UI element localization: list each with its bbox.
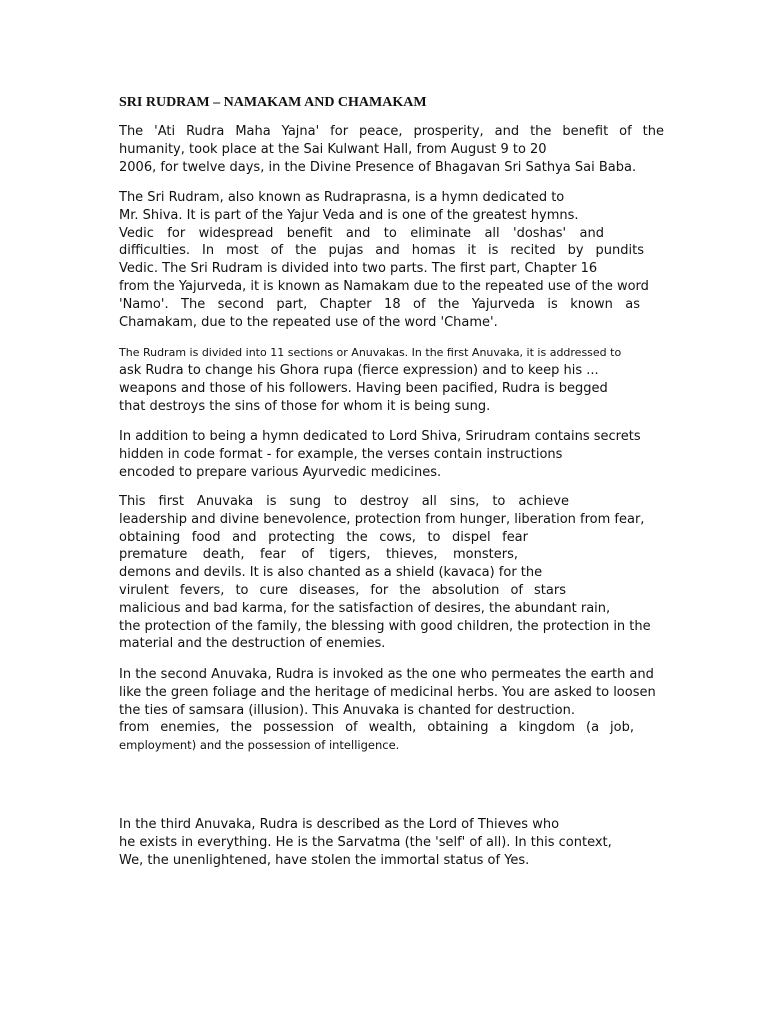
paragraph-3 (119, 343, 621, 415)
paragraph-5 (119, 493, 651, 653)
text-line: humanity, took place at the Sai Kulwant Hall, from August 9 to 20 (119, 141, 547, 157)
text-line: encoded to prepare various Ayurvedic medicines. (119, 464, 442, 480)
text-line: 2006, for twelve days, in the Divine Presence of Bhagavan Sri Sathya Sai Baba. (119, 159, 637, 175)
text-line: material and the destruction of enemies. (119, 636, 386, 652)
text-line: Vedic. The Sri Rudram is divided into two parts. The first part, Chapter 16 (119, 261, 598, 277)
text-line: The 'Ati Rudra Maha Yajna' for peace, prosperity, and the benefit of the (119, 124, 664, 139)
text-line: employment) and the possession of intelligence. (119, 738, 400, 753)
text-line: hidden in code format - for example, the verses contain instructions (119, 446, 563, 462)
text-line: demons and devils. It is also chanted as a shield (kavaca) for the (119, 565, 543, 581)
text-line: The Sri Rudram, also known as Rudraprasna, is a hymn dedicated to (119, 190, 565, 205)
text-line: The Rudram is divided into 11 sections or Anuvakas. In the first Anuvaka, it is addressed to (119, 346, 622, 359)
text-line: virulent fevers, to cure diseases, for the absolution of stars (119, 582, 566, 598)
text-line: We, the unenlightened, have stolen the immortal status of Yes. (119, 852, 530, 868)
paragraph-4 (119, 428, 641, 481)
text-line: leadership and divine benevolence, protection from hunger, liberation from fear, (119, 511, 645, 527)
text-line: Vedic for widespread benefit and to eliminate all 'doshas' and (119, 225, 604, 241)
text-line: This first Anuvaka is sung to destroy all sins, to achieve (119, 494, 569, 509)
text-line: In addition to being a hymn dedicated to Lord Shiva, Srirudram contains secrets (119, 429, 641, 444)
text-line: difficulties. In most of the pujas and homas it is recited by pundits (119, 243, 644, 259)
text-line: the protection of the family, the blessing with good children, the protection in the (119, 618, 651, 634)
text-line: from enemies, the possession of wealth, obtaining a kingdom (a job, (119, 720, 634, 736)
page-title: SRI RUDRAM – NAMAKAM AND CHAMAKAM (119, 95, 427, 110)
text-line: premature death, fear of tigers, thieves, monsters, (119, 547, 518, 563)
text-line: he exists in everything. He is the Sarvatma (the 'self' of all). In this context, (119, 834, 612, 850)
paragraph-1 (119, 123, 664, 176)
text-line: Mr. Shiva. It is part of the Yajur Veda and is one of the greatest hymns. (119, 207, 579, 223)
paragraph-7 (119, 816, 612, 869)
text-line: Chamakam, due to the repeated use of the word 'Chame'. (119, 314, 498, 330)
paragraph-6 (119, 666, 656, 755)
text-line: the ties of samsara (illusion). This Anuvaka is chanted for destruction. (119, 702, 575, 718)
text-line: weapons and those of his followers. Having been pacified, Rudra is begged (119, 380, 608, 396)
text-line: obtaining food and protecting the cows, to dispel fear (119, 529, 528, 545)
text-line: ask Rudra to change his Ghora rupa (fierce expression) and to keep his ... (119, 363, 599, 378)
text-line: from the Yajurveda, it is known as Namakam due to the repeated use of the word (119, 278, 649, 294)
text-line: In the second Anuvaka, Rudra is invoked as the one who permeates the earth and (119, 667, 654, 682)
text-line: that destroys the sins of those for whom it is being sung. (119, 398, 491, 414)
text-line: malicious and bad karma, for the satisfaction of desires, the abundant rain, (119, 600, 611, 616)
paragraph-2 (119, 189, 649, 331)
text-line: 'Namo'. The second part, Chapter 18 of the Yajurveda is known as (119, 296, 640, 312)
text-line: like the green foliage and the heritage of medicinal herbs. You are asked to loosen (119, 684, 656, 700)
text-line: In the third Anuvaka, Rudra is described as the Lord of Thieves who (119, 817, 560, 832)
